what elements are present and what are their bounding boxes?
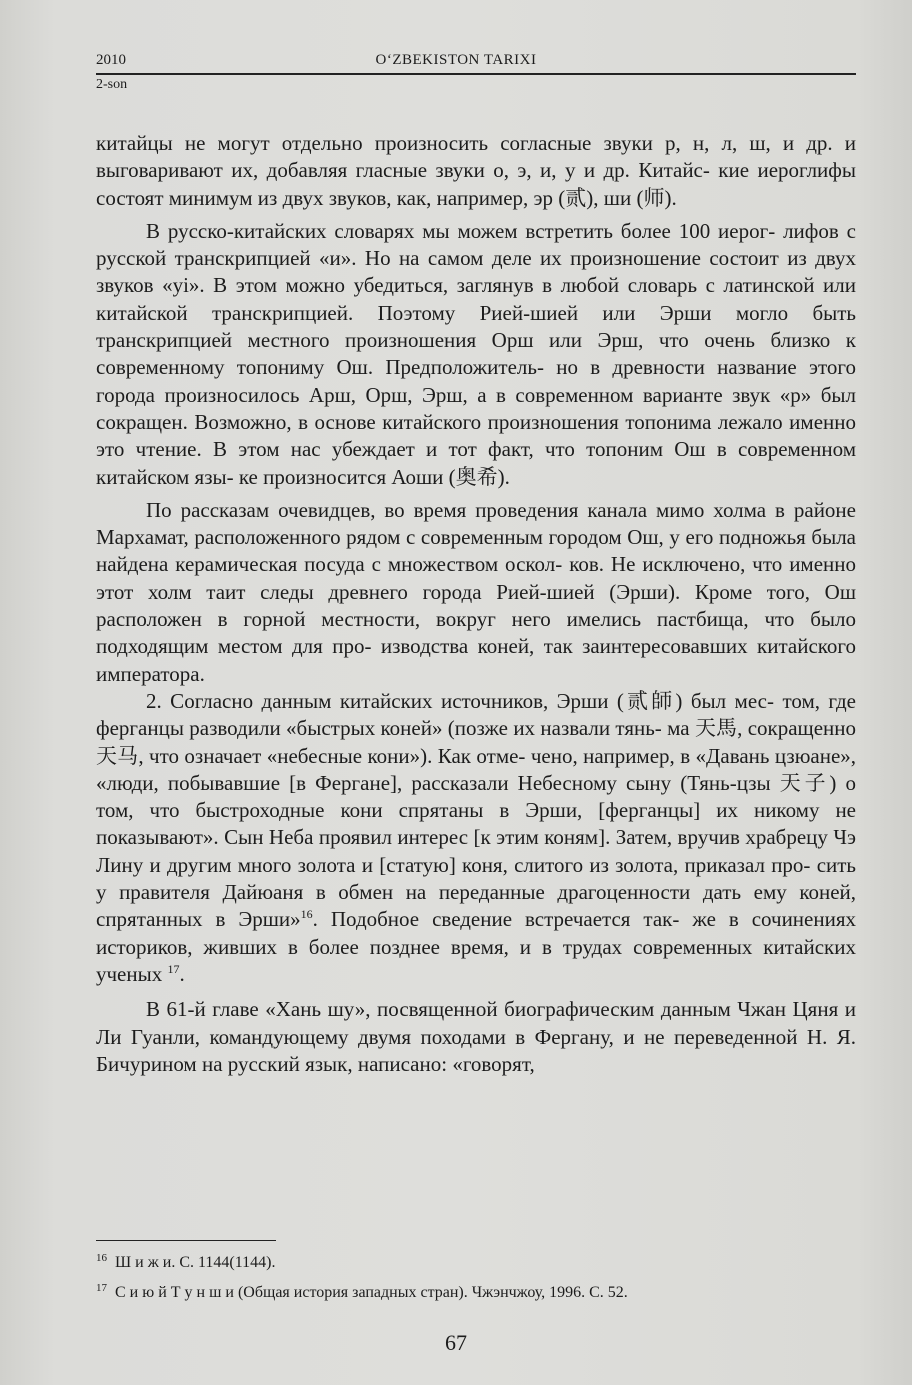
paragraph-3: По рассказам очевидцев, во время проведения канала мимо холма в районе Мархамат, расположенного рядом с современным городом Ош, у его подножья была найдена керамическая посуда с множеством оскол- ков. Не исключено, что именно этот холм таит следы древнего города Рией-шией (Эрши). Кроме того, Ош расположен в горной местности, вокруг него имелись пастбища, что было подходящим местом для про- изводства коней, так заинтересовавших китайского императора.	[96, 497, 857, 686]
footnote-separator	[96, 1240, 276, 1241]
footnote-ref-17[interactable]: 17	[167, 961, 180, 976]
footnote-ref-16[interactable]: 16	[300, 907, 313, 922]
paragraph-5: В 61-й главе «Хань шу», посвященной биографическим данным Чжан Цяня и Ли Гуанли, командующему двумя походами в Фергану, и не переведенной Н. Я. Бичурином на русский язык, написано: «говорят,	[96, 997, 857, 1076]
footnotes	[96, 1248, 856, 1308]
header-issue: 2-son	[96, 77, 128, 92]
paragraph-2: В русско-китайских словарях мы можем встретить более 100 иерог- лифов с русской транскрипцией «и». Но на самом деле их произношение состоит из двух звуков «уі». В этом можно убедиться, заглянув в любой словарь с латинской или китайской транскрипцией. Поэтому Рией-шией или Эрши могло быть транскрипцией местного произношения Орш или Эрш, что очень близко к современному топониму Ош. Предположитель- но в древности название этого города произносилось Арш, Орш, Эрш, а в современном варианте звук «р» был сокращен. Возможно, в основе китайского произношения топонима лежало именно это чтение. В этом нас убеждает и тот факт, что топоним Ош в современном китайском язы- ке произносится Аоши (奥希).	[96, 218, 857, 489]
header-year: 2010	[96, 52, 126, 68]
article-body	[96, 130, 856, 1078]
page-number: 67	[445, 1330, 467, 1355]
header-rule	[96, 73, 856, 75]
paragraph-4: 2. Согласно данным китайских источников, Эрши (贰師) был мес- том, где ферганцы разводили «быстрых коней» (позже их назвали тянь- ма 天馬, сокращенно 天马, что означает «небесные кони»). Как отме- чено, например, в «Давань цзюане», «люди, побывавшие [в Фергане], рассказали Небесному сыну (Тянь-цзы 天子) о том, что быстроходные кони спрятаны в Эрши, [ферганцы] их никому не показывают». Сын Неба проявил интерес [к этим коням]. Затем, вручив храбрецу Чэ Лину и другим много золота и [статую] коня, слитого из золота, приказал про- сить у правителя Дайюаня в обмен на переданные драгоценности дать ему коней, спрятанных в Эрши»$^{16}$. Подобное сведение встречается так- же в сочинениях историков, живших в более позднее время, и в трудах современных китайских ученых $^{17}$.	[96, 688, 857, 986]
paragraph-1: китайцы не могут отдельно произносить согласные звуки р, н, л, ш, и др. и выговаривают их, добавляя гласные звуки о, э, и, у и др. Китайс- кие иероглифы состоят минимум из двух звуков, как, например, эр (贰), ши (师).	[96, 131, 856, 210]
footnote-17: $^{17}$ С и ю й Т у н ш и (Общая история западных стран). Чжэнчжоу, 1996. С. 52.	[96, 1281, 628, 1301]
footnote-16: $^{16}$ Ш и ж и. С. 1144(1144).	[96, 1251, 276, 1271]
journal-title: O‘ZBEKISTON TARIXI	[375, 52, 537, 68]
